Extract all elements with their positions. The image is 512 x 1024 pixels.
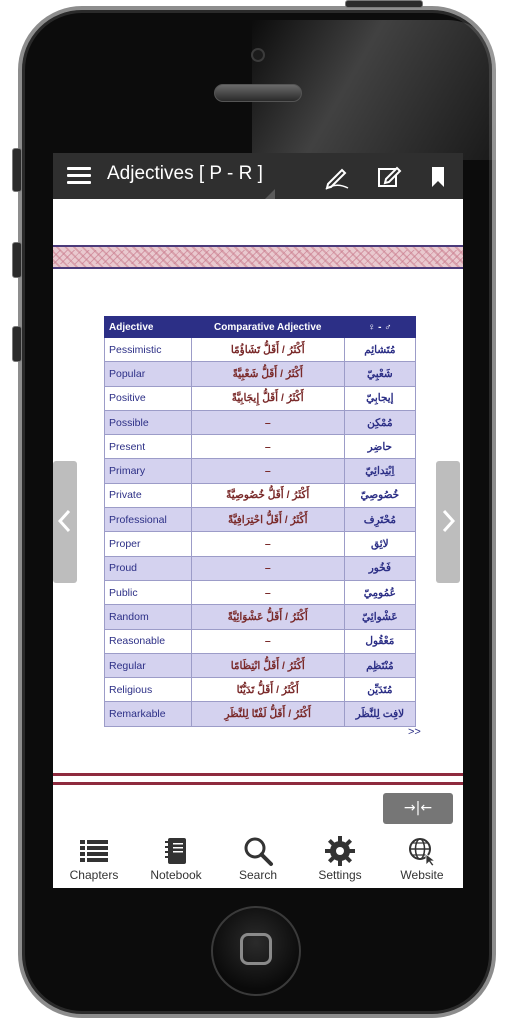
adjective-arabic: اِبْتِدائِيّ bbox=[344, 459, 415, 483]
edit-icon[interactable] bbox=[376, 164, 402, 190]
adjective-arabic: خُصُوصِيّ bbox=[344, 483, 415, 507]
adjective-arabic: عُمُومِيّ bbox=[344, 580, 415, 604]
adjective-english: Present bbox=[105, 435, 192, 459]
adjective-comparative: أَكْثَرُ / أَقَلُّ لَفْتًا لِلنَّظَرِ bbox=[191, 702, 344, 726]
adjective-english: Proper bbox=[105, 532, 192, 556]
adjective-english: Popular bbox=[105, 362, 192, 386]
app-bar bbox=[53, 153, 463, 199]
adjective-comparative: أَكْثَرُ / أَقَلُّ تَدَيُّنًا bbox=[191, 678, 344, 702]
adjective-arabic: مُنْتَظِم bbox=[344, 653, 415, 677]
adjective-comparative: أَكْثَرُ / أَقَلُّ تَشَاؤُمًا bbox=[191, 338, 344, 362]
table-header-row bbox=[105, 317, 416, 338]
adjective-comparative: – bbox=[191, 629, 344, 653]
adjective-comparative: – bbox=[191, 580, 344, 604]
notebook-icon bbox=[160, 835, 192, 867]
header-gender: ♀ - ♂ bbox=[344, 317, 415, 338]
adjective-comparative: أَكْثَرُ / أَقَلُّ احْتِرَافِيَّةً bbox=[191, 508, 344, 532]
table-row bbox=[105, 338, 416, 362]
decorative-band-bottom bbox=[53, 773, 463, 785]
adjective-comparative: أَكْثَرُ / أَقَلُّ انْتِظَامًا bbox=[191, 653, 344, 677]
adjective-arabic: مُمْكِن bbox=[344, 410, 415, 434]
adjective-comparative: – bbox=[191, 410, 344, 434]
table-row bbox=[105, 556, 416, 580]
page-title: Adjectives [ P - R ] bbox=[107, 163, 263, 184]
tab-settings[interactable] bbox=[299, 827, 381, 888]
list-icon bbox=[78, 835, 110, 867]
table-row bbox=[105, 508, 416, 532]
decorative-band-top bbox=[53, 245, 463, 269]
tab-label: Settings bbox=[318, 868, 362, 882]
chevron-left-icon bbox=[56, 506, 74, 536]
header-adjective: Adjective bbox=[105, 317, 192, 338]
adjective-english: Private bbox=[105, 483, 192, 507]
adjective-comparative: – bbox=[191, 556, 344, 580]
adjective-english: Regular bbox=[105, 653, 192, 677]
earpiece-speaker bbox=[214, 84, 302, 102]
table-row bbox=[105, 702, 416, 726]
table-row bbox=[105, 386, 416, 410]
adjective-arabic: حاضِر bbox=[344, 435, 415, 459]
table-row bbox=[105, 629, 416, 653]
adjective-comparative: أَكْثَرُ / أَقَلُّ إِيجَابِيَّةً bbox=[191, 386, 344, 410]
tab-website[interactable] bbox=[381, 827, 463, 888]
adjective-english: Proud bbox=[105, 556, 192, 580]
adjective-comparative: أَكْثَرُ / أَقَلُّ شَعْبِيَّةً bbox=[191, 362, 344, 386]
previous-page-button[interactable] bbox=[53, 461, 77, 583]
tab-label: Website bbox=[400, 868, 444, 882]
table-row bbox=[105, 605, 416, 629]
pen-icon[interactable] bbox=[324, 164, 350, 190]
next-page-marker[interactable]: >> bbox=[408, 726, 421, 738]
bookmark-icon[interactable] bbox=[425, 164, 451, 190]
adjective-arabic: مَعْقُول bbox=[344, 629, 415, 653]
adjective-comparative: أَكْثَرُ / أَقَلُّ عَشْوَائِيَّةً bbox=[191, 605, 344, 629]
tab-label: Chapters bbox=[69, 868, 119, 882]
tab-notebook[interactable] bbox=[135, 827, 217, 888]
volume-down-button bbox=[12, 326, 22, 362]
table-row bbox=[105, 532, 416, 556]
home-button-icon bbox=[240, 933, 272, 965]
globe-icon bbox=[406, 835, 438, 867]
table-row bbox=[105, 410, 416, 434]
fit-width-button[interactable]: →|← bbox=[383, 793, 453, 824]
tab-label: Notebook bbox=[150, 868, 202, 882]
adjective-arabic: شَعْبِيّ bbox=[344, 362, 415, 386]
adjective-arabic: عَشْوائِيّ bbox=[344, 605, 415, 629]
next-page-button[interactable] bbox=[436, 461, 460, 583]
adjective-english: Professional bbox=[105, 508, 192, 532]
adjectives-table bbox=[104, 316, 416, 727]
table-row bbox=[105, 483, 416, 507]
adjective-comparative: – bbox=[191, 459, 344, 483]
adjective-comparative: – bbox=[191, 435, 344, 459]
mute-switch bbox=[12, 148, 22, 192]
adjective-arabic: مُحْتَرِف bbox=[344, 508, 415, 532]
tab-label: Search bbox=[238, 868, 278, 882]
power-button bbox=[345, 0, 423, 8]
adjective-arabic: لائِق bbox=[344, 532, 415, 556]
adjective-comparative: – bbox=[191, 532, 344, 556]
adjective-english: Primary bbox=[105, 459, 192, 483]
table-row bbox=[105, 435, 416, 459]
adjective-english: Religious bbox=[105, 678, 192, 702]
adjective-english: Public bbox=[105, 580, 192, 604]
table-row bbox=[105, 678, 416, 702]
table-row bbox=[105, 362, 416, 386]
volume-up-button bbox=[12, 242, 22, 278]
table-row bbox=[105, 580, 416, 604]
header-comparative: Comparative Adjective bbox=[191, 317, 344, 338]
table-row bbox=[105, 459, 416, 483]
adjective-english: Possible bbox=[105, 410, 192, 434]
bottom-tab-bar bbox=[53, 827, 463, 888]
app-screen bbox=[53, 153, 463, 888]
adjective-english: Pessimistic bbox=[105, 338, 192, 362]
tab-search[interactable] bbox=[217, 827, 299, 888]
search-icon bbox=[242, 835, 274, 867]
adjective-english: Random bbox=[105, 605, 192, 629]
adjective-arabic: فَخُور bbox=[344, 556, 415, 580]
chevron-right-icon bbox=[439, 506, 457, 536]
front-camera bbox=[251, 48, 265, 62]
adjective-english: Positive bbox=[105, 386, 192, 410]
adjective-comparative: أَكْثَرُ / أَقَلُّ خُصُوصِيَّةً bbox=[191, 483, 344, 507]
adjective-arabic: مُتَدَيِّن bbox=[344, 678, 415, 702]
table-row bbox=[105, 653, 416, 677]
adjective-arabic: مُتَشائِم bbox=[344, 338, 415, 362]
adjective-english: Remarkable bbox=[105, 702, 192, 726]
adjective-english: Reasonable bbox=[105, 629, 192, 653]
adjective-arabic: إيجابِيّ bbox=[344, 386, 415, 410]
tab-chapters[interactable] bbox=[53, 827, 135, 888]
menu-icon[interactable] bbox=[67, 167, 91, 185]
app-bar-notch bbox=[265, 189, 275, 199]
adjective-arabic: لافِت لِلنَّظَر bbox=[344, 702, 415, 726]
gear-icon bbox=[324, 835, 356, 867]
